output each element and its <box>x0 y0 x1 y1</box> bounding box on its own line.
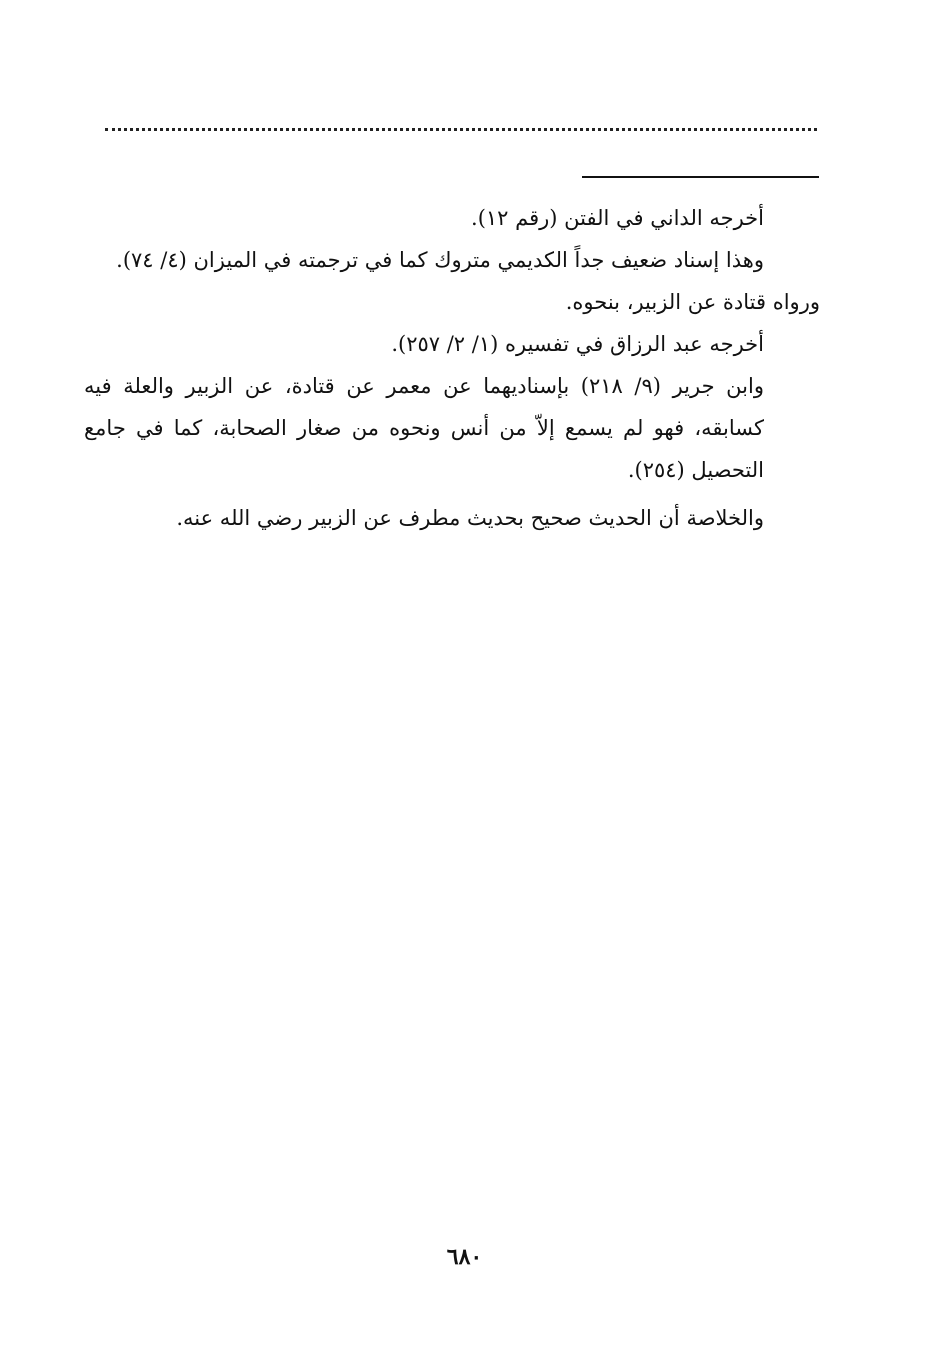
footnote-line: أخرجه عبد الرزاق في تفسيره (١/ ٢/ ٢٥٧). <box>391 332 764 356</box>
conclusion-line: والخلاصة أن الحديث صحيح بحديث مطرف عن الزبير رضي الله عنه. <box>176 506 764 530</box>
footnote-block <box>84 197 820 539</box>
footnote-line: وهذا إسناد ضعيف جداً الكديمي متروك كما في ترجمته في الميزان (٤/ ٧٤). <box>116 248 764 272</box>
footnote-paragraph: وابن جرير (٩/ ٢١٨) بإسناديهما عن معمر عن قتادة، عن الزبير والعلة فيه كسابقه، فهو لم يسمع إلاّ من أنس ونحوه من صغار الصحابة، كما في جامع التحصيل (٢٥٤). <box>84 374 764 482</box>
footnote-line: ورواه قتادة عن الزبير، بنحوه. <box>565 290 820 314</box>
dotted-separator <box>105 128 817 131</box>
footnote-line: أخرجه الداني في الفتن (رقم ١٢). <box>471 206 764 230</box>
page-number: ٦٨٠ <box>446 1244 483 1270</box>
footnote-separator-line <box>582 176 819 178</box>
